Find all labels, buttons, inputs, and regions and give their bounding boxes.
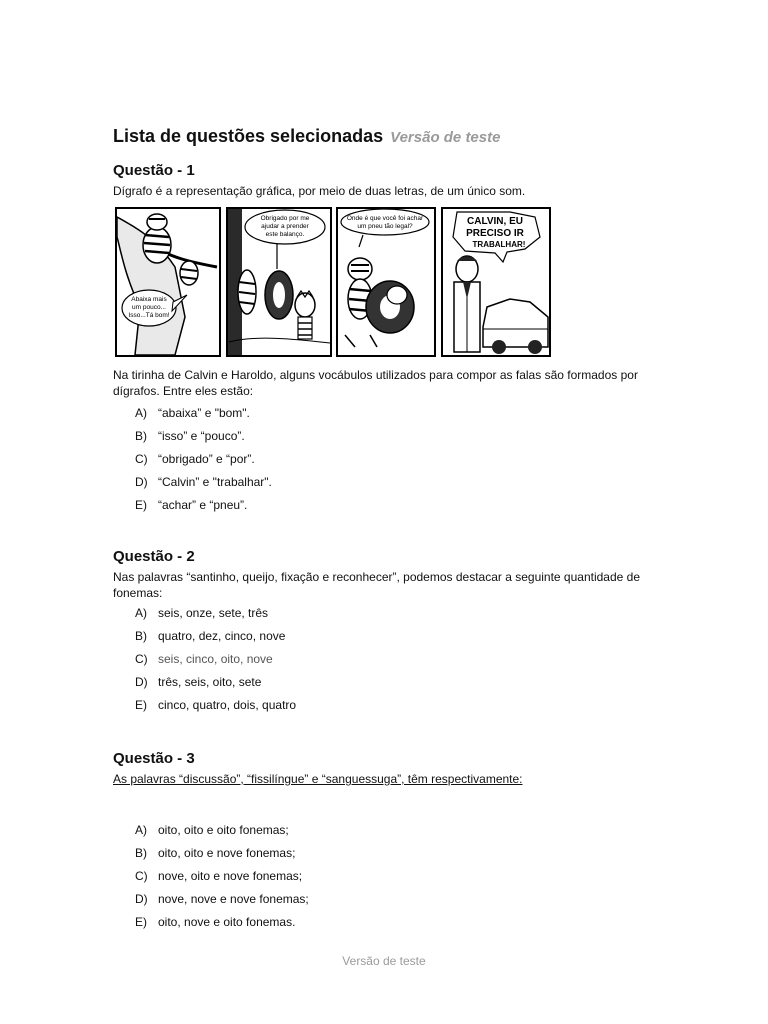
comic-panel-1 (116, 208, 220, 356)
comic-panel-2 (227, 208, 331, 356)
page-title (113, 126, 500, 147)
calvin-hobbes-comic-strip (115, 207, 552, 358)
question-3-option-d[interactable]: D) nove, nove e nove fonemas; (135, 892, 309, 906)
question-2-option-a[interactable]: A) seis, onze, sete, três (135, 606, 269, 620)
comic-panel-3 (337, 208, 435, 356)
question-2-option-b[interactable]: B) quatro, dez, cinco, nove (135, 629, 286, 643)
panel-3-bubble-line-1: Onde é que você foi achar (346, 215, 424, 222)
question-3-text: As palavras “discussão”, “fissilíngue” e “sanguessuga”, têm respectivamente: (113, 772, 523, 786)
question-1-heading: Questão - 1 (113, 162, 195, 179)
question-2-option-d[interactable]: D) três, seis, oito, sete (135, 675, 262, 689)
question-3-option-c[interactable]: C) nove, oito e nove fonemas; (135, 869, 303, 883)
panel-3-bubble-line-2: um pneu tão legal? (357, 223, 413, 230)
page-title-text: Lista de questões selecionadas (113, 126, 384, 146)
panel-1-bubble-line-1: Abaixa mais (131, 296, 167, 303)
panel-1-bubble-line-2: um pouco... (132, 304, 166, 311)
question-2-option-c[interactable]: C) seis, cinco, oito, nove (135, 652, 273, 666)
panel-2-bubble-line-2: ajudar a prender (261, 223, 309, 230)
question-1-text: Dígrafo é a representação gráfica, por meio de duas letras, de um único som. (113, 184, 526, 198)
comic-panel-4 (442, 208, 550, 356)
question-2-text: Nas palavras “santinho, queijo, fixação e reconhecer”, podemos destacar a seguinte quantidade de fonemas: (113, 570, 640, 600)
panel-2-bubble-line-1: Obrigado por me (260, 215, 310, 222)
question-2-options (135, 606, 296, 721)
question-3-option-a[interactable]: A) oito, oito e oito fonemas; (135, 823, 289, 837)
panel-4-bubble-line-1: CALVIN, EU (467, 216, 523, 227)
panel-2-bubble-line-3: este balanço. (265, 231, 305, 238)
question-1-option-a[interactable]: A) “abaixa” e "bom". (135, 406, 250, 420)
question-3-heading: Questão - 3 (113, 750, 195, 767)
question-1-options (135, 406, 272, 521)
panel-4-bubble-line-3: TRABALHAR! (472, 240, 526, 249)
panel-1-bubble-line-3: Isso...Tá bom! (128, 312, 170, 319)
question-3-option-e[interactable]: E) oito, nove e oito fonemas. (135, 915, 296, 929)
question-1-option-d[interactable]: D) “Calvin” e "trabalhar". (135, 475, 272, 489)
question-1-followup: Na tirinha de Calvin e Haroldo, alguns vocábulos utilizados para compor as falas são formados por dígrafos. Entre eles estão: (113, 368, 638, 398)
page-footer: Versão de teste (342, 954, 426, 968)
panel-4-bubble-line-2: PRECISO IR (466, 228, 524, 239)
question-1-option-b[interactable]: B) “isso” e “pouco”. (135, 429, 245, 443)
question-1-option-c[interactable]: C) “obrigado” e “por”. (135, 452, 255, 466)
question-1-option-e[interactable]: E) “achar” e “pneu”. (135, 498, 248, 512)
page-subtitle: Versão de teste (390, 129, 501, 146)
question-3-options (135, 823, 309, 938)
question-3-option-b[interactable]: B) oito, oito e nove fonemas; (135, 846, 296, 860)
question-2-heading: Questão - 2 (113, 548, 195, 565)
question-2-option-e[interactable]: E) cinco, quatro, dois, quatro (135, 698, 297, 712)
